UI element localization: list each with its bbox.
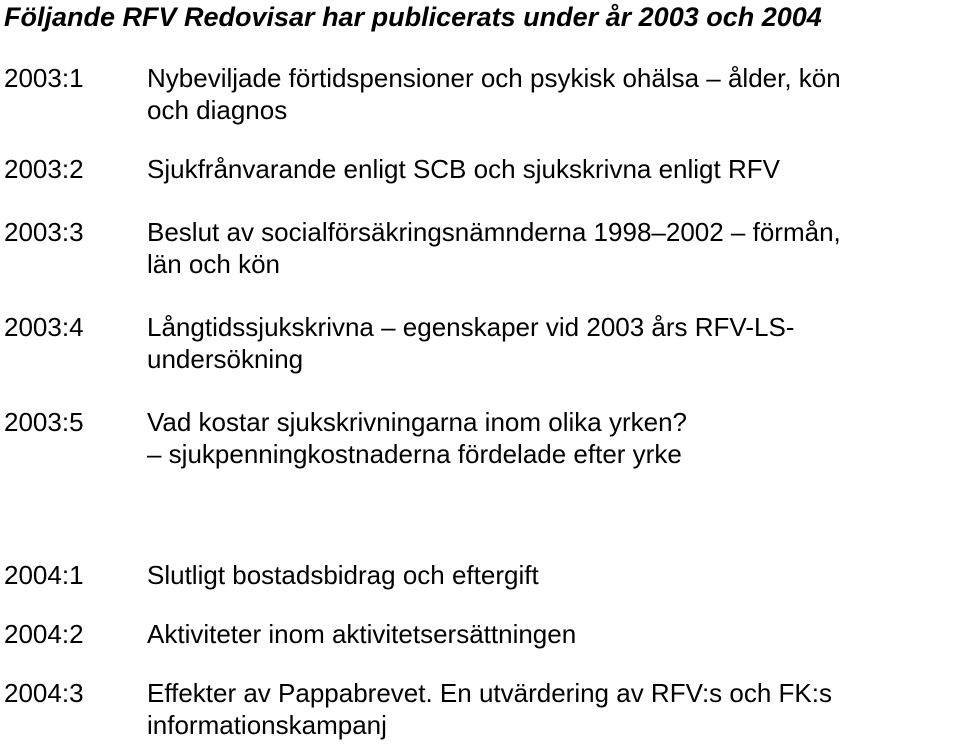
publication-title xyxy=(147,406,957,470)
publication-code: 2003:3 xyxy=(4,217,84,247)
publication-title xyxy=(147,677,957,741)
publication-title-line: Aktiviteter inom aktivitetsersättningen xyxy=(147,619,577,649)
publication-title xyxy=(147,559,957,591)
page-title: Följande RFV Redovisar har publicerats under år 2003 och 2004 xyxy=(4,2,822,32)
publication-code: 2003:2 xyxy=(4,154,84,184)
publication-title-line: län och kön xyxy=(147,249,280,279)
publication-title-line: Beslut av socialförsäkringsnämnderna 1998–2002 – förmån, xyxy=(147,217,841,247)
publication-title xyxy=(147,62,957,126)
publication-title xyxy=(147,311,957,375)
publication-title-line: Effekter av Pappabrevet. En utvärdering av RFV:s och FK:s xyxy=(147,678,833,708)
publication-title-line: – sjukpenningkostnaderna fördelade efter yrke xyxy=(147,439,682,469)
publication-code: 2004:1 xyxy=(4,560,84,590)
publication-code: 2004:2 xyxy=(4,619,84,649)
publication-title-line: Sjukfrånvarande enligt SCB och sjukskrivna enligt RFV xyxy=(147,154,780,184)
publication-title-line: Långtidssjukskrivna – egenskaper vid 2003 års RFV-LS- xyxy=(147,312,795,342)
publication-title-line: Vad kostar sjukskrivningarna inom olika yrken? xyxy=(147,407,687,437)
publication-code: 2003:1 xyxy=(4,63,84,93)
publication-code: 2003:5 xyxy=(4,407,84,437)
publication-code: 2003:4 xyxy=(4,312,84,342)
publication-title xyxy=(147,618,957,650)
publication-title xyxy=(147,153,957,185)
publication-title xyxy=(147,216,957,280)
publication-title-line: informationskampanj xyxy=(147,710,387,740)
publication-title-line: Nybeviljade förtidspensioner och psykisk ohälsa – ålder, kön xyxy=(147,63,841,93)
publication-title-line: Slutligt bostadsbidrag och eftergift xyxy=(147,560,539,590)
publication-title-line: undersökning xyxy=(147,344,304,374)
publication-title-line: och diagnos xyxy=(147,95,288,125)
publication-code: 2004:3 xyxy=(4,678,84,708)
